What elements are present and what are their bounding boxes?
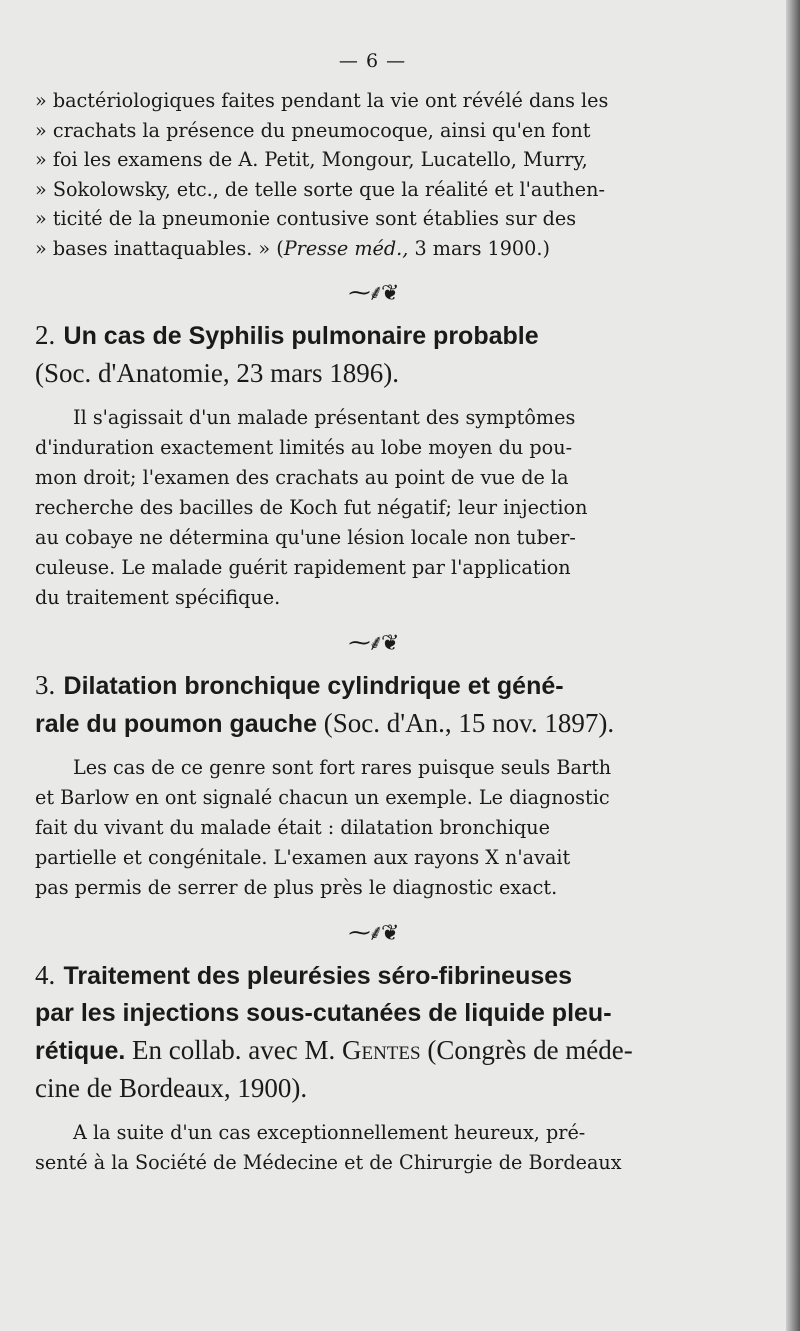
section-title: rétique. bbox=[35, 1037, 126, 1065]
section-title: par les injections sous-cutanées de liquide pleu- bbox=[35, 999, 612, 1027]
quote-line: » bactériologiques faites pendant la vie ont révélé dans les bbox=[35, 89, 609, 112]
section-body bbox=[35, 753, 710, 903]
body-line: Il s'agissait d'un malade présentant des symptômes bbox=[73, 406, 576, 429]
section-number: 4. bbox=[35, 960, 56, 990]
quote-line: » foi les examens de A. Petit, Mongour, Lucatello, Murry, bbox=[35, 148, 588, 171]
body-line: A la suite d'un cas exceptionnellement heureux, pré- bbox=[73, 1121, 586, 1144]
section-meta: (Congrès de méde- bbox=[420, 1035, 633, 1065]
page-number: — 6 — bbox=[338, 50, 407, 72]
quote-line: » ticité de la pneumonie contusive sont établies sur des bbox=[35, 207, 577, 230]
body-line: fait du vivant du malade était : dilatation bronchique bbox=[35, 816, 550, 839]
section-2 bbox=[35, 317, 710, 613]
body-line: partielle et congénitale. L'examen aux rayons X n'avait bbox=[35, 846, 571, 869]
quote-block bbox=[35, 86, 710, 263]
body-line: culeuse. Le malade guérit rapidement par l'application bbox=[35, 556, 571, 579]
fleuron-ornament-icon: ⁓⸙❦ bbox=[348, 281, 397, 306]
section-meta: En collab. avec M. bbox=[125, 1035, 342, 1065]
collaborator-name: Gentes bbox=[341, 1035, 421, 1065]
section-title: Un cas de Syphilis pulmonaire probable bbox=[63, 322, 539, 350]
section-title: Traitement des pleurésies séro-fibrineuses bbox=[63, 962, 573, 990]
quote-line: » crachats la présence du pneumocoque, ainsi qu'en font bbox=[35, 118, 591, 142]
body-line: senté à la Société de Médecine et de Chirurgie de Bordeaux bbox=[35, 1151, 622, 1174]
section-body bbox=[35, 1118, 710, 1178]
quote-text: » bases inattaquables. » ( bbox=[35, 236, 284, 260]
section-body bbox=[35, 403, 710, 613]
body-line: recherche des bacilles de Koch fut négatif; leur injection bbox=[35, 496, 588, 519]
quote-date: 3 mars 1900.) bbox=[408, 236, 550, 260]
section-3 bbox=[35, 667, 710, 903]
body-line: d'induration exactement limités au lobe moyen du pou- bbox=[35, 436, 573, 459]
section-title: rale du poumon gauche bbox=[35, 710, 317, 738]
section-number: 2. bbox=[35, 320, 56, 350]
section-meta: cine de Bordeaux, 1900). bbox=[35, 1073, 308, 1103]
fleuron-ornament-icon: ⁓⸙❦ bbox=[348, 631, 397, 656]
section-title: Dilatation bronchique cylindrique et géné- bbox=[63, 672, 564, 700]
section-heading bbox=[35, 317, 710, 393]
quote-line: » Sokolowsky, etc., de telle sorte que la réalité et l'authen- bbox=[35, 177, 605, 201]
fleuron-ornament-icon: ⁓⸙❦ bbox=[348, 921, 397, 946]
quote-line-last bbox=[35, 234, 710, 264]
body-line: du traitement spécifique. bbox=[35, 586, 281, 609]
body-line: et Barlow en ont signalé chacun un exemple. Le diagnostic bbox=[35, 786, 610, 809]
quote-citation: Presse méd., bbox=[283, 236, 409, 260]
section-meta: (Soc. d'Anatomie, 23 mars 1896). bbox=[35, 358, 400, 388]
page-spine-shadow bbox=[786, 0, 800, 1331]
body-line: au cobaye ne détermina qu'une lésion locale non tuber- bbox=[35, 526, 576, 549]
section-meta: (Soc. d'An., 15 nov. 1897). bbox=[316, 708, 615, 738]
section-4 bbox=[35, 957, 710, 1178]
section-heading bbox=[35, 667, 710, 743]
body-line: mon droit; l'examen des crachats au point de vue de la bbox=[35, 466, 569, 489]
section-number: 3. bbox=[35, 670, 56, 700]
body-line: Les cas de ce genre sont fort rares puisque seuls Barth bbox=[73, 756, 612, 779]
body-line: pas permis de serrer de plus près le diagnostic exact. bbox=[35, 876, 558, 899]
section-heading bbox=[35, 957, 710, 1108]
